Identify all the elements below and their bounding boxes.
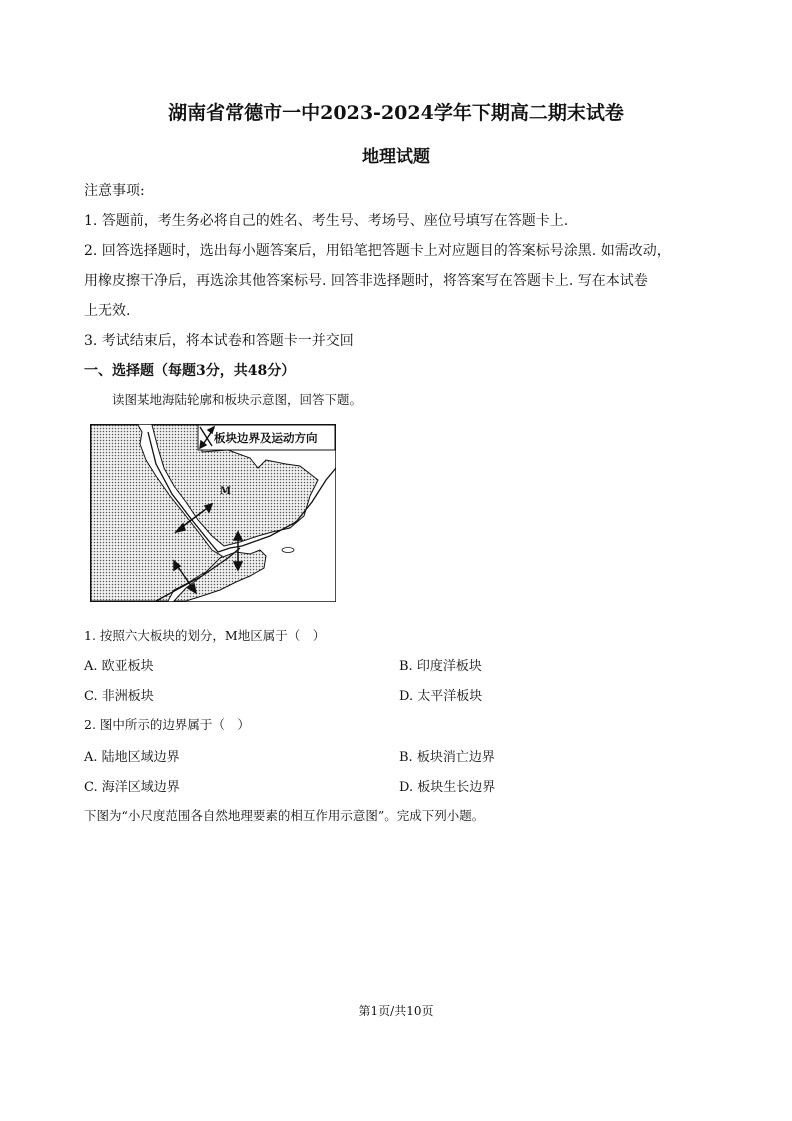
question-2-stem: 2. 图中所示的边界属于（ ） [84,717,250,732]
page-subtitle: 地理试题 [362,147,430,167]
question-2-option-d: D. 板块生长边界 [399,780,496,795]
legend-text: 板块边界及运动方向 [214,431,318,445]
island [282,548,294,553]
question-2-option-a: A. 陆地区域边界 [84,750,180,765]
question-2-option-b: B. 板块消亡边界 [399,750,495,765]
notice-item-2-cont: 用橡皮擦干净后，再选涂其他答案标号. 回答非选择题时，将答案写在答题卡上. 写在本试卷 [84,273,648,289]
notice-item-1: 1. 答题前，考生务必将自己的姓名、考生号、考场号、座位号填写在答题卡上. [84,213,569,229]
notice-item-2-end: 上无效. [84,303,131,319]
section-heading: 一、选择题（每题3分，共48分） [84,363,296,379]
question-1-stem: 1. 按照六大板块的划分，M地区属于（ ） [84,628,326,643]
notice-item-3: 3. 考试结束后，将本试卷和答题卡一并交回 [84,333,354,349]
question-1-option-d: D. 太平洋板块 [399,689,483,704]
next-intro: 下图为“小尺度范围各自然地理要素的相互作用示意图”。完成下列小题。 [84,808,485,823]
page-title: 湖南省常德市一中2023-2024学年下期高二期末试卷 [168,102,624,124]
notice-item-2: 2. 回答选择题时，选出每小题答案后，用铅笔把答题卡上对应题目的答案标号涂黑. 如需改动， [84,243,671,259]
label-m: M [220,486,232,497]
question-1-option-c: C. 非洲板块 [84,689,154,704]
question-1-option-b: B. 印度洋板块 [399,659,482,674]
question-2-option-c: C. 海洋区域边界 [84,780,180,795]
question-1-option-a: A. 欧亚板块 [84,659,154,674]
map-intro: 读图某地海陆轮廓和板块示意图，回答下题。 [112,392,363,407]
page-number: 第1页/共10页 [358,1004,434,1018]
plate-map [90,424,336,602]
notice-heading: 注意事项: [84,183,145,199]
